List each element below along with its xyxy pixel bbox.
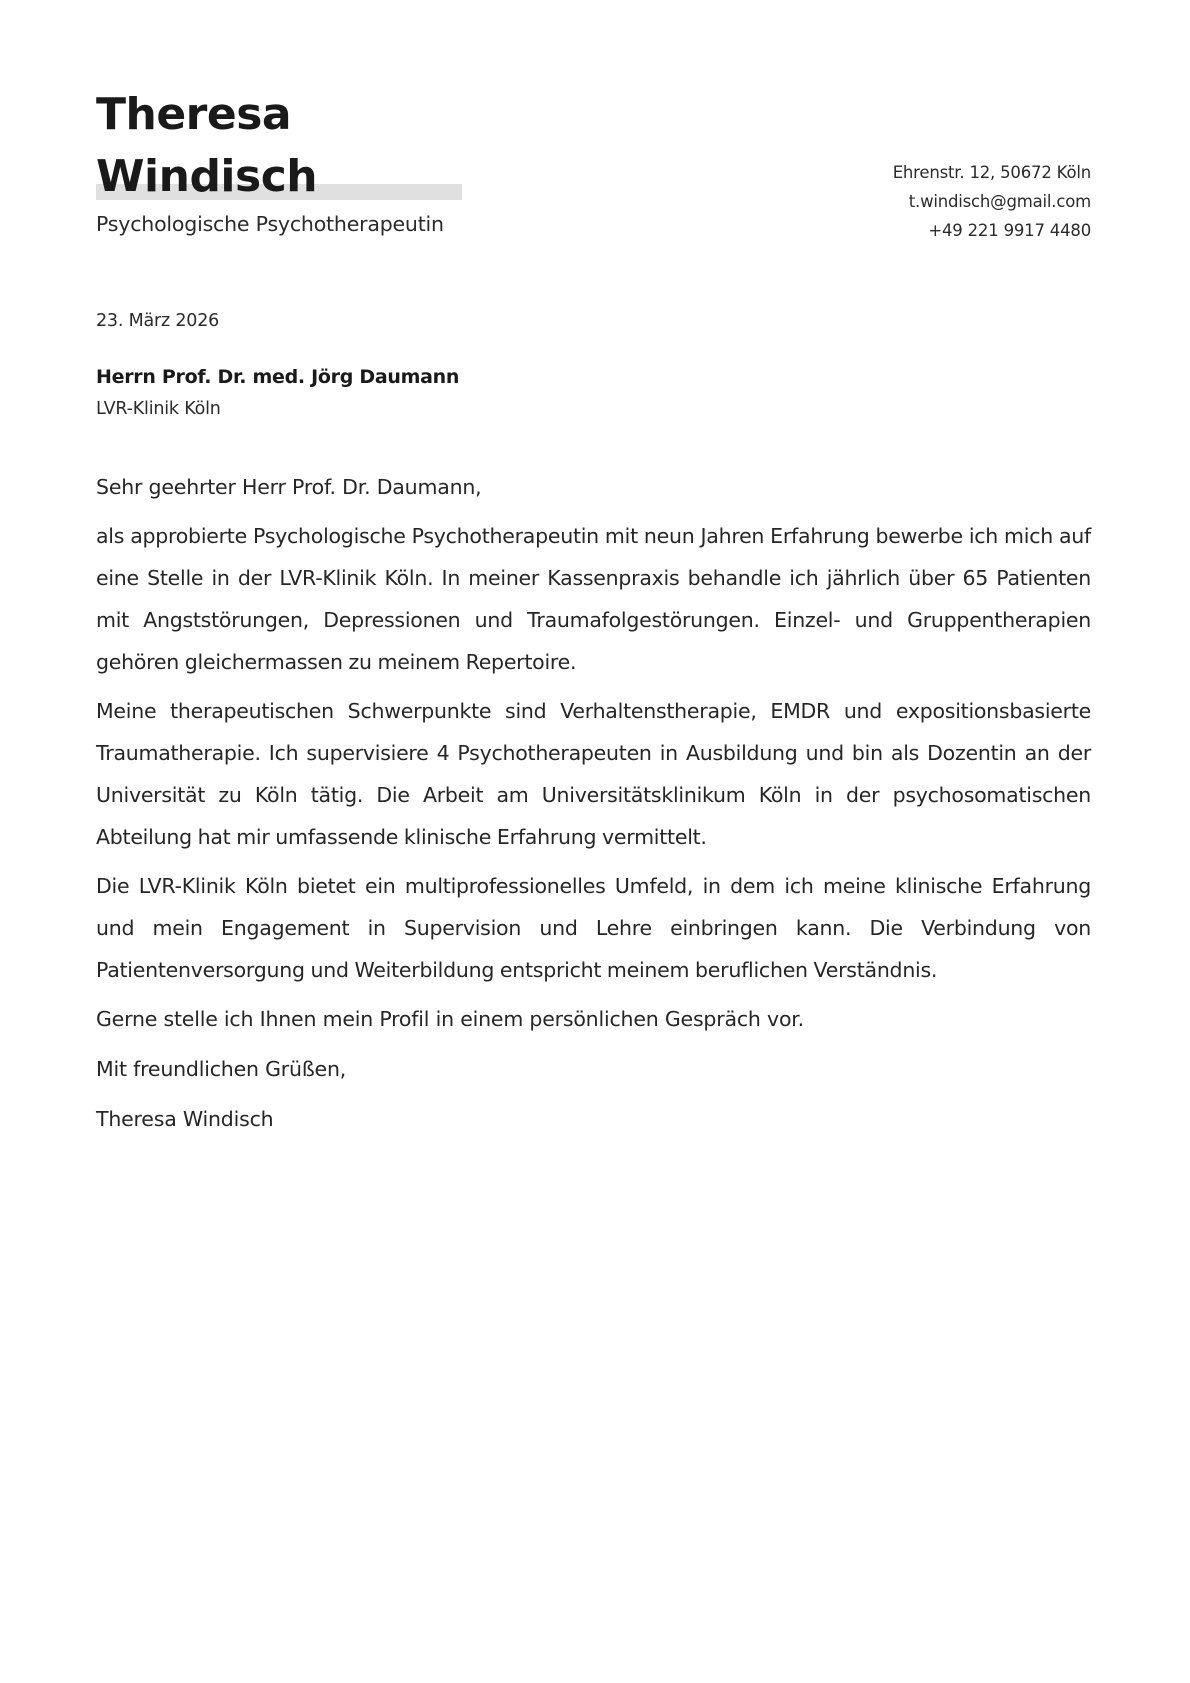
sender-first-name: Theresa [96, 89, 292, 140]
sender-last-name: Windisch [96, 151, 318, 202]
letter-header [96, 0, 1091, 260]
recipient-organization: LVR-Klinik Köln [96, 399, 221, 419]
sender-contact-block [893, 158, 1091, 245]
sender-name-block [96, 84, 462, 208]
closing-phrase: Mit freundlichen Grüßen, [96, 1057, 347, 1081]
recipient-block [96, 362, 459, 426]
sender-phone: +49 221 9917 4480 [928, 221, 1091, 240]
signature: Theresa Windisch [96, 1107, 274, 1131]
sender-job-title: Psychologische Psychotherapeutin [96, 212, 444, 236]
body-paragraph-1: als approbierte Psychologische Psychotherapeutin mit neun Jahren Erfahrung bewerbe ich mich auf eine Stelle in der LVR-Klinik Köln. In meiner Kassenpraxis behandle ich jährlich über 65 Patienten mit Angststörungen, Depressionen und Traumafolgestörungen. Einzel- und Gruppentherapien gehören gleichermassen zu meinem Repertoire. [96, 524, 1091, 674]
cover-letter-page [96, 0, 1091, 1131]
body-paragraph-4: Gerne stelle ich Ihnen mein Profil in einem persönlichen Gespräch vor. [96, 1007, 804, 1031]
letter-body [96, 466, 1091, 1148]
salutation: Sehr geehrter Herr Prof. Dr. Daumann, [96, 475, 482, 499]
body-paragraph-3: Die LVR-Klinik Köln bietet ein multiprofessionelles Umfeld, in dem ich meine klinische Erfahrung und mein Engagement in Supervision und Lehre einbringen kann. Die Verbindung von Patientenversorgung und Weiterbildung entspricht meinem beruflichen Verständnis. [96, 874, 1091, 982]
sender-email: t.windisch@gmail.com [908, 192, 1091, 211]
letter-date: 23. März 2026 [96, 311, 220, 331]
sender-address: Ehrenstr. 12, 50672 Köln [892, 163, 1091, 182]
recipient-name: Herrn Prof. Dr. med. Jörg Daumann [96, 366, 460, 388]
body-paragraph-2: Meine therapeutischen Schwerpunkte sind Verhaltenstherapie, EMDR und expositionsbasierte Traumatherapie. Ich supervisiere 4 Psychotherapeuten in Ausbildung und bin als Dozentin an der Universität zu Köln tätig. Die Arbeit am Universitätsklinikum Köln in der psychosomatischen Abteilung hat mir umfassende klinische Erfahrung vermittelt. [96, 699, 1091, 849]
